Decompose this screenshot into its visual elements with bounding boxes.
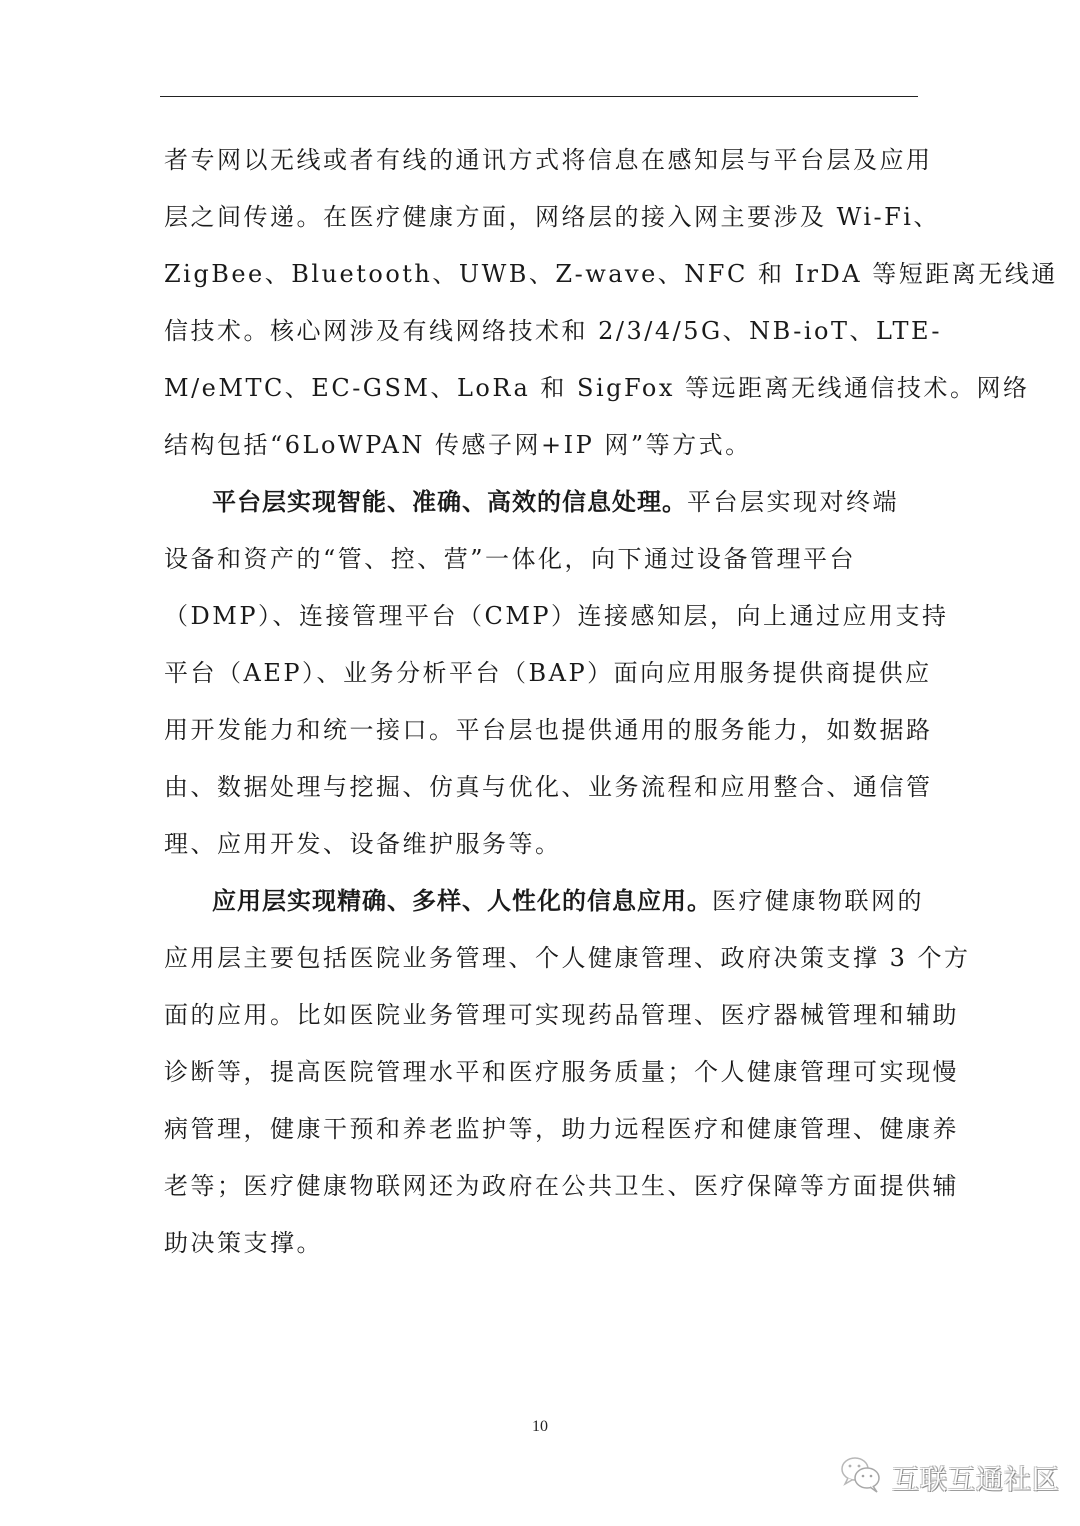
text-line: 层之间传递。在医疗健康方面，网络层的接入网主要涉及 Wi-Fi、 bbox=[164, 203, 940, 231]
page-number: 10 bbox=[532, 1418, 548, 1435]
text-run: 平台层实现对终端 bbox=[687, 488, 899, 516]
text-line: 者专网以无线或者有线的通讯方式将信息在感知层与平台层及应用 bbox=[164, 146, 933, 174]
text-line: （DMP）、连接管理平台（CMP）连接感知层，向上通过应用支持 bbox=[164, 602, 949, 630]
header-rule bbox=[160, 96, 918, 97]
text-line: 病管理，健康干预和养老监护等，助力远程医疗和健康管理、健康养 bbox=[164, 1115, 959, 1143]
text-line: 理、应用开发、设备维护服务等。 bbox=[164, 830, 562, 858]
watermark bbox=[840, 1452, 1060, 1502]
wechat-icon bbox=[840, 1455, 884, 1499]
paragraph-platform-layer bbox=[164, 474, 949, 873]
paragraph-lead-heading: 平台层实现智能、准确、高效的信息处理。 bbox=[212, 488, 687, 516]
paragraph-lead-heading: 应用层实现精确、多样、人性化的信息应用。 bbox=[212, 887, 712, 915]
text-line: 设备和资产的“管、控、营”一体化，向下通过设备管理平台 bbox=[164, 545, 857, 573]
text-line: 诊断等，提高医院管理水平和医疗服务质量；个人健康管理可实现慢 bbox=[164, 1058, 959, 1086]
text-run: 医疗健康物联网的 bbox=[712, 887, 924, 915]
text-line: 老等；医疗健康物联网还为政府在公共卫生、医疗保障等方面提供辅 bbox=[164, 1172, 959, 1200]
text-line-first bbox=[164, 474, 920, 531]
text-line: 助决策支撑。 bbox=[164, 1229, 323, 1257]
text-line: 用开发能力和统一接口。平台层也提供通用的服务能力，如数据路 bbox=[164, 716, 933, 744]
text-line: 结构包括“6LoWPAN 传感子网+IP 网”等方式。 bbox=[164, 431, 752, 459]
text-line-first bbox=[164, 873, 924, 930]
document-body bbox=[164, 132, 1058, 1272]
text-line: 平台（AEP）、业务分析平台（BAP）面向应用服务提供商提供应 bbox=[164, 659, 932, 687]
paragraph-network-layer bbox=[164, 132, 1058, 474]
text-line: 面的应用。比如医院业务管理可实现药品管理、医疗器械管理和辅助 bbox=[164, 1001, 959, 1029]
text-line: 信技术。核心网涉及有线网络技术和 2/3/4/5G、NB-ioT、LTE- bbox=[164, 317, 943, 345]
text-line: M/eMTC、EC-GSM、LoRa 和 SigFox 等远距离无线通信技术。网络 bbox=[164, 374, 1030, 402]
text-line: 应用层主要包括医院业务管理、个人健康管理、政府决策支撑 3 个方 bbox=[164, 944, 971, 972]
text-line: ZigBee、Bluetooth、UWB、Z-wave、NFC 和 IrDA 等短距离无线通 bbox=[164, 260, 1058, 288]
paragraph-application-layer bbox=[164, 873, 971, 1272]
text-line: 由、数据处理与挖掘、仿真与优化、业务流程和应用整合、通信管 bbox=[164, 773, 933, 801]
watermark-text: 互联互通社区 bbox=[892, 1464, 1060, 1496]
